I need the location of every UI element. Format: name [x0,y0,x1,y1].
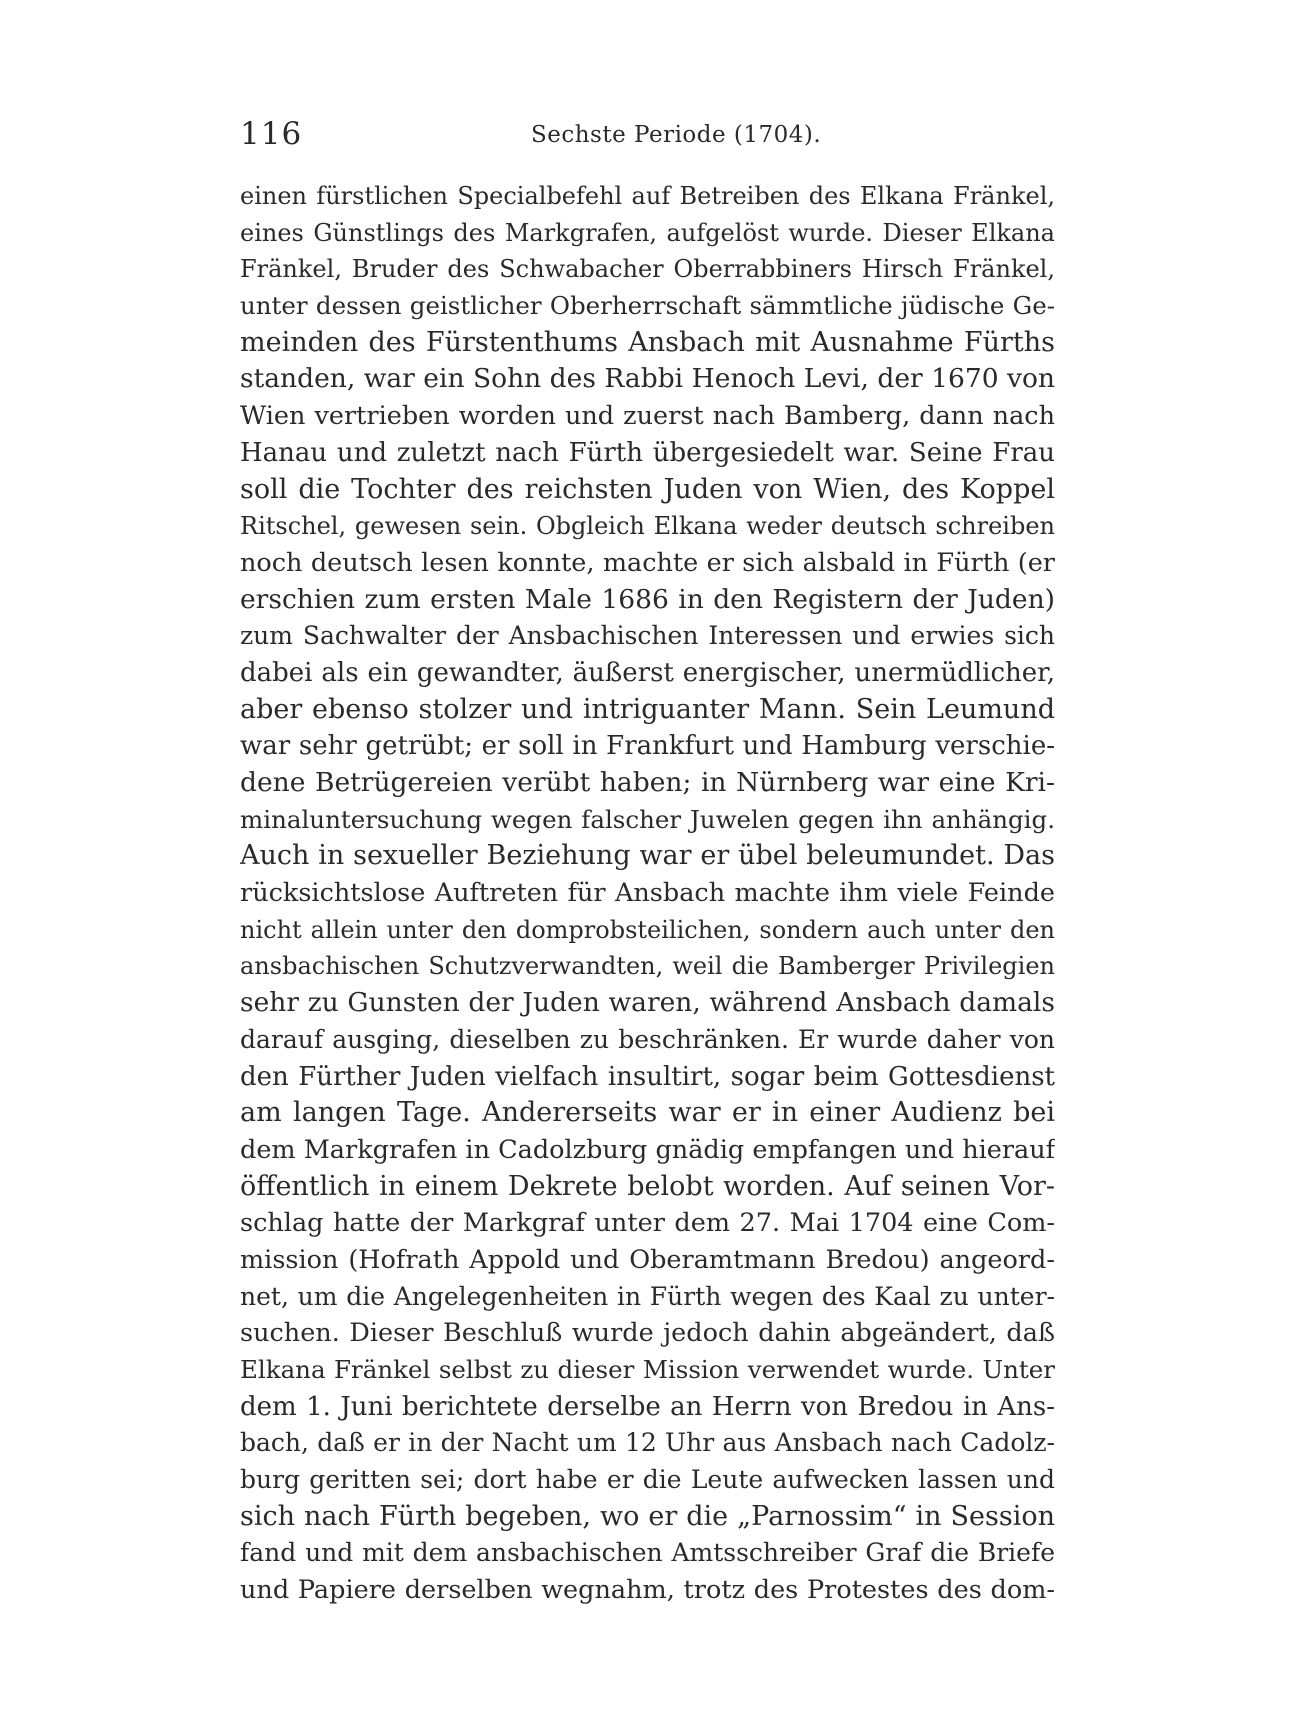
running-head: Sechste Periode (1704). [531,122,822,148]
text-line: und Papiere derselben wegnahm, trotz des Protestes des dom- [240,1575,1055,1606]
text-line: erschien zum ersten Male 1686 in den Registern der Juden) [240,583,1055,615]
text-line: dem 1. Juni berichtete derselbe an Herrn von Bredou in Ans- [240,1391,1055,1422]
text-line: ansbachischen Schutzverwandten, weil die Bamberger Privilegien [240,952,1055,981]
text-line: suchen. Dieser Beschluß wurde jedoch dahin abgeändert, daß [240,1318,1055,1349]
text-line: Elkana Fränkel selbst zu dieser Mission verwendet wurde. Unter [240,1355,1055,1384]
text-line: standen, war ein Sohn des Rabbi Henoch Levi, der 1670 von [240,363,1055,395]
text-line: eines Günstlings des Markgrafen, aufgelöst wurde. Dieser Elkana [240,218,1055,247]
text-line: Hanau und zuletzt nach Fürth übergesiedelt war. Seine Frau [240,437,1055,468]
text-line: war sehr getrübt; er soll in Frankfurt und Hamburg verschie- [240,731,1055,762]
text-line: fand und mit dem ansbachischen Amtsschreiber Graf die Briefe [240,1538,1055,1568]
text-line: Wien vertrieben worden und zuerst nach Bamberg, dann nach [240,401,1055,432]
text-line: sich nach Fürth begeben, wo er die „Parnossim“ in Session [240,1500,1055,1532]
text-line: bach, daß er in der Nacht um 12 Uhr aus Ansbach nach Cadolz- [240,1428,1055,1458]
text-line: zum Sachwalter der Ansbachischen Interessen und erwies sich [240,621,1055,651]
text-line: dabei als ein gewandter, äußerst energischer, unermüdlicher, [240,657,1055,688]
text-line: dene Betrügereien verübt haben; in Nürnberg war eine Kri- [240,767,1055,798]
text-line: unter dessen geistlicher Oberherrschaft sämmtliche jüdische Ge- [240,291,1055,321]
text-line: dem Markgrafen in Cadolzburg gnädig empfangen und hierauf [240,1134,1055,1165]
text-line: öffentlich in einem Dekrete belobt worden. Auf seinen Vor- [240,1170,1055,1202]
text-line: am langen Tage. Andererseits war er in einer Audienz bei [240,1097,1055,1129]
text-line: burg geritten sei; dort habe er die Leute aufwecken lassen und [240,1465,1055,1495]
text-line: Fränkel, Bruder des Schwabacher Oberrabbiners Hirsch Fränkel, [240,255,1055,284]
text-line: schlag hatte der Markgraf unter dem 27. Mai 1704 eine Com- [240,1208,1055,1239]
text-line: net, um die Angelegenheiten in Fürth wegen des Kaal zu unter- [240,1281,1055,1311]
text-line: mission (Hofrath Appold und Oberamtmann Bredou) angeord- [240,1244,1055,1275]
text-line: Ritschel, gewesen sein. Obgleich Elkana weder deutsch schreiben [240,512,1055,541]
text-line: den Fürther Juden vielfach insultirt, sogar beim Gottesdienst [240,1061,1055,1092]
body-text [240,178,1055,1609]
text-line: nicht allein unter den domprobsteilichen, sondern auch unter den [240,915,1055,944]
text-line: Auch in sexueller Beziehung war er übel beleumundet. Das [240,840,1055,872]
page-header [240,108,1055,158]
text-line: sehr zu Gunsten der Juden waren, während Ansbach damals [240,987,1055,1019]
page-number: 116 [240,116,303,152]
text-line: einen fürstlichen Specialbefehl auf Betreiben des Elkana Fränkel, [240,182,1055,210]
text-line: minaluntersuchung wegen falscher Juwelen gegen ihn anhängig. [240,804,1055,834]
text-line: meinden des Fürstenthums Ansbach mit Ausnahme Fürths [240,326,1055,358]
text-line: soll die Tochter des reichsten Juden von Wien, des Koppel [240,473,1055,505]
text-line: darauf ausging, dieselben zu beschränken. Er wurde daher von [240,1024,1055,1054]
text-line: noch deutsch lesen konnte, machte er sich alsbald in Fürth (er [240,547,1055,578]
text-line: rücksichtslose Auftreten für Ansbach machte ihm viele Feinde [240,878,1055,909]
text-line: aber ebenso stolzer und intriguanter Mann. Sein Leumund [240,693,1055,725]
